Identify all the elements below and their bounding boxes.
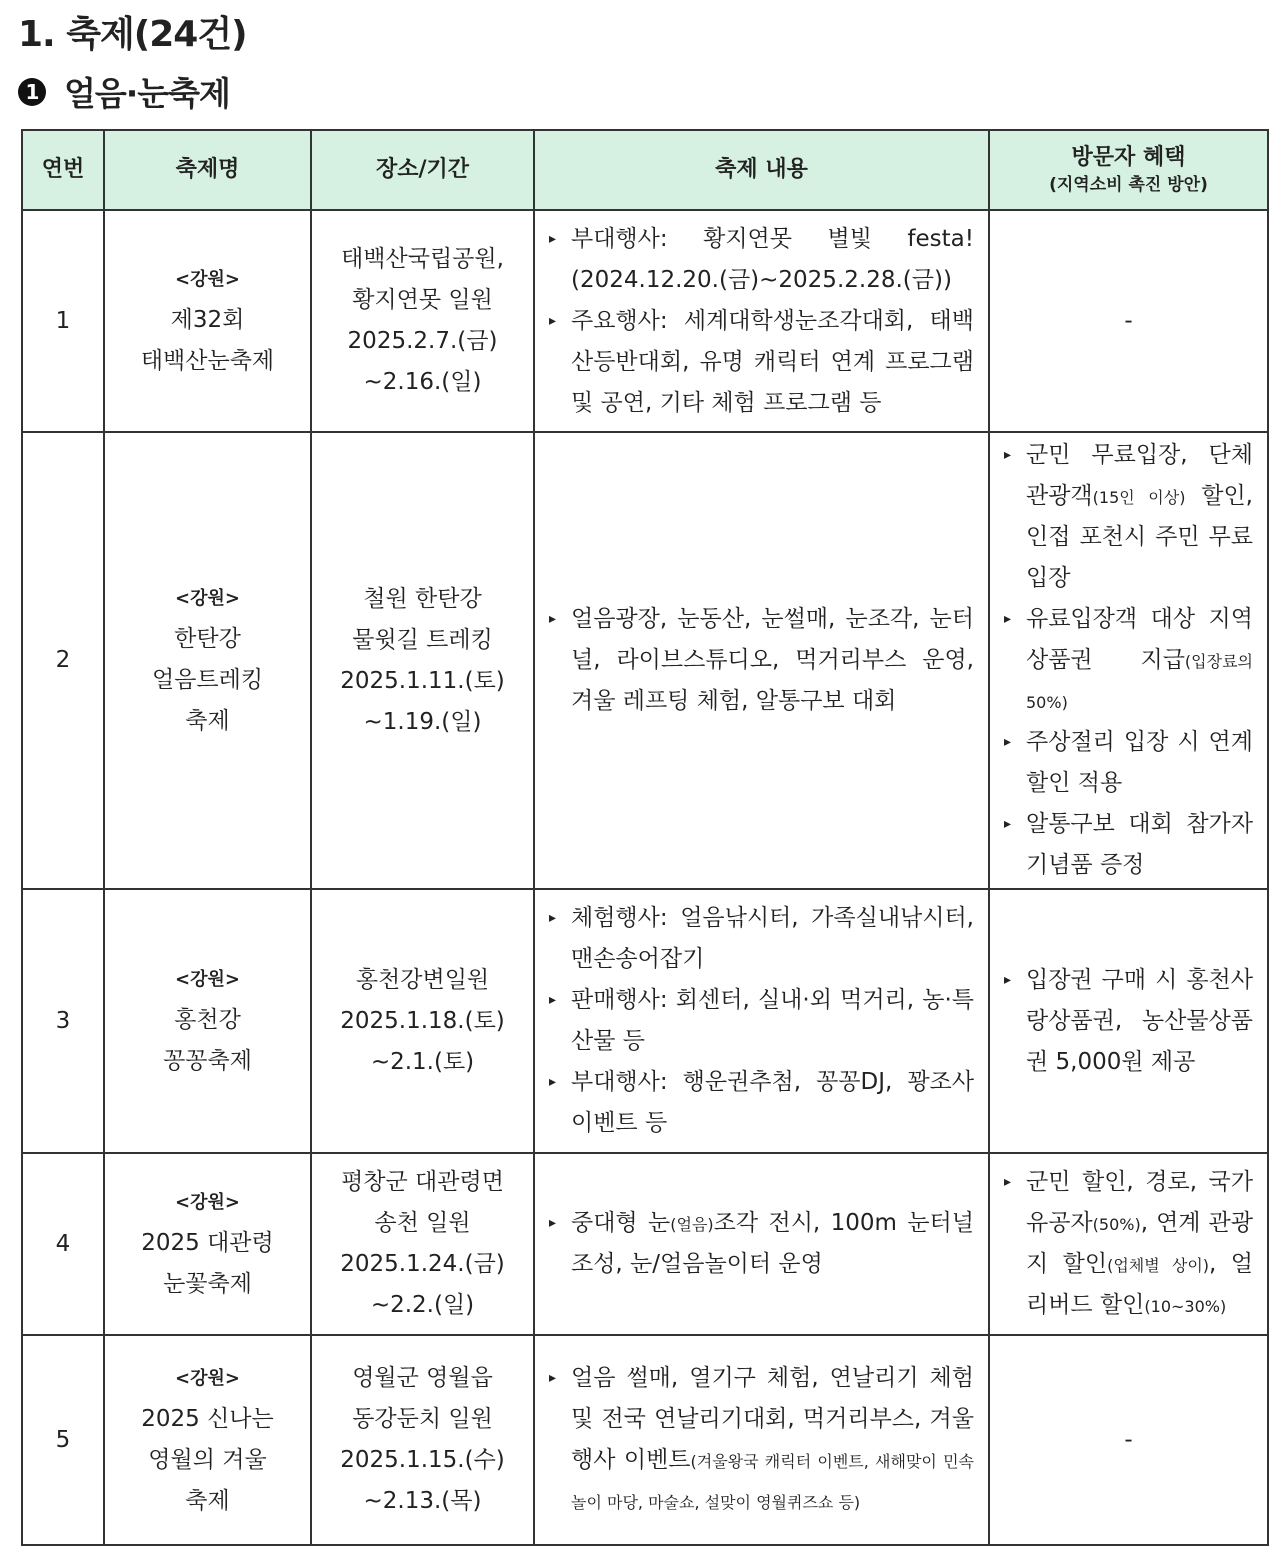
- name-line: 꽁꽁축제: [163, 1048, 252, 1074]
- festival-place: [311, 889, 534, 1153]
- name-line: 축제: [185, 1487, 230, 1514]
- number-circle-icon: 1: [18, 78, 46, 106]
- name-line: 태백산눈축제: [140, 348, 275, 374]
- row-number: 4: [22, 1153, 104, 1335]
- visitor-benefit: [989, 889, 1268, 1153]
- festival-content: [534, 1153, 989, 1335]
- place-line: 철원 한탄강: [363, 585, 482, 612]
- place-line: ~2.16.(일): [363, 369, 482, 395]
- content-item: ▸ 주요행사: 세계대학생눈조각대회, 태백산등반대회, 유명 캐릭터 연계 프로그램 및 공연, 기타 체험 프로그램 등: [549, 301, 974, 424]
- name-line: 한탄강: [174, 626, 241, 652]
- name-line: 홍천강: [174, 1007, 241, 1033]
- place-line: 2025.2.7.(금): [347, 328, 498, 354]
- benefit-item: ▸ 군민 무료입장, 단체 관광객(15인 이상) 할인, 인접 포천시 주민 무료입장: [1004, 435, 1253, 599]
- header-name: 축제명: [104, 130, 311, 210]
- festival-content: [534, 1335, 989, 1545]
- place-line: 2025.1.11.(토): [340, 667, 505, 694]
- benefit-item: ▸ 주상절리 입장 시 연계 할인 적용: [1004, 722, 1253, 804]
- place-line: 송천 일원: [374, 1210, 471, 1236]
- visitor-benefit: [989, 1153, 1268, 1335]
- place-line: 황지연못 일원: [352, 287, 493, 313]
- table-row: [22, 210, 1268, 432]
- festival-name: [104, 1335, 311, 1545]
- name-line: 2025 대관령: [141, 1230, 274, 1256]
- header-benefit: [989, 130, 1268, 210]
- row-number: 3: [22, 889, 104, 1153]
- table-row: [22, 889, 1268, 1153]
- visitor-benefit: [989, 432, 1268, 889]
- benefit-item: ▸ 군민 할인, 경로, 국가유공자(50%), 연계 관광지 할인(업체별 상이), 얼리버드 할인(10~30%): [1004, 1162, 1253, 1326]
- subsection-label: 얼음·눈축제: [64, 74, 230, 113]
- place-line: 물윗길 트레킹: [352, 626, 493, 653]
- content-item: ▸ 얼음 썰매, 열기구 체험, 연날리기 체험 및 전국 연날리기대회, 먹거리부스, 겨울행사 이벤트(겨울왕국 캐릭터 이벤트, 새해맞이 민속놀이 마당, 마술쇼, 설맞이 영월퀴즈쇼 등): [549, 1358, 974, 1522]
- content-item: ▸ 얼음광장, 눈동산, 눈썰매, 눈조각, 눈터널, 라이브스튜디오, 먹거리부스 운영, 겨울 레프팅 체험, 알통구보 대회: [549, 599, 974, 722]
- festival-place: [311, 210, 534, 432]
- content-item: ▸ 체험행사: 얼음낚시터, 가족실내낚시터, 맨손송어잡기: [549, 898, 974, 980]
- table-row: [22, 1335, 1268, 1545]
- benefit-item: ▸ 알통구보 대회 참가자 기념품 증정: [1004, 804, 1253, 886]
- place-line: 영월군 영월읍: [352, 1365, 493, 1391]
- row-number: 5: [22, 1335, 104, 1545]
- region-label: <강원>: [175, 1192, 240, 1213]
- place-line: ~2.13.(목): [363, 1488, 482, 1514]
- festival-place: [311, 432, 534, 889]
- place-line: ~2.2.(일): [370, 1292, 475, 1318]
- place-line: 2025.1.24.(금): [340, 1251, 505, 1277]
- region-label: <강원>: [175, 969, 240, 990]
- festival-table: [21, 129, 1269, 1546]
- name-line: 영월의 겨울: [148, 1446, 267, 1473]
- visitor-benefit: -: [989, 1335, 1268, 1545]
- festival-name: [104, 889, 311, 1153]
- row-number: 2: [22, 432, 104, 889]
- visitor-benefit: -: [989, 210, 1268, 432]
- place-line: 동강둔치 일원: [352, 1406, 493, 1432]
- section-title: 1. 축제(24건): [18, 14, 247, 55]
- festival-content: [534, 432, 989, 889]
- content-item: ▸ 판매행사: 회센터, 실내·외 먹거리, 농·특산물 등: [549, 980, 974, 1062]
- name-line: 눈꽃축제: [163, 1271, 252, 1297]
- name-line: 얼음트레킹: [151, 667, 264, 693]
- festival-content: [534, 210, 989, 432]
- table-row: [22, 432, 1268, 889]
- festival-place: [311, 1153, 534, 1335]
- content-item: ▸ 부대행사: 행운권추첨, 꽁꽁DJ, 꽝조사 이벤트 등: [549, 1062, 974, 1144]
- name-line: 2025 신나는: [141, 1405, 274, 1432]
- header-no: 연번: [22, 130, 104, 210]
- content-item: ▸ 부대행사: 황지연못 별빛 festa! (2024.12.20.(금)~2025.2.28.(금)): [549, 219, 974, 301]
- place-line: 2025.1.15.(수): [340, 1447, 505, 1473]
- table-row: [22, 1153, 1268, 1335]
- header-benefit-label: 방문자 혜택: [1071, 145, 1186, 170]
- header-benefit-sub: (지역소비 촉진 방안): [1049, 175, 1208, 195]
- header-content: 축제 내용: [534, 130, 989, 210]
- region-label: <강원>: [175, 588, 240, 609]
- festival-name: [104, 1153, 311, 1335]
- row-number: 1: [22, 210, 104, 432]
- place-line: 태백산국립공원,: [341, 246, 504, 272]
- content-item: ▸ 중대형 눈(얼음)조각 전시, 100m 눈터널 조성, 눈/얼음놀이터 운영: [549, 1203, 974, 1285]
- region-label: <강원>: [175, 1367, 240, 1389]
- place-line: 평창군 대관령면: [341, 1169, 504, 1195]
- festival-name: [104, 432, 311, 889]
- festival-place: [311, 1335, 534, 1545]
- place-line: 홍천강변일원: [355, 966, 490, 993]
- benefit-item: ▸ 유료입장객 대상 지역 상품권 지급(입장료의 50%): [1004, 599, 1253, 722]
- table-header-row: [22, 130, 1268, 210]
- name-line: 제32회: [170, 307, 245, 333]
- subsection-title: [18, 68, 230, 115]
- festival-name: [104, 210, 311, 432]
- place-line: ~2.1.(토): [370, 1048, 475, 1075]
- place-line: 2025.1.18.(토): [340, 1007, 505, 1034]
- region-label: <강원>: [175, 269, 240, 290]
- benefit-item: ▸ 입장권 구매 시 홍천사랑상품권, 농산물상품권 5,000원 제공: [1004, 960, 1253, 1083]
- name-line: 축제: [185, 708, 230, 734]
- header-place: 장소/기간: [311, 130, 534, 210]
- place-line: ~1.19.(일): [363, 708, 482, 735]
- festival-content: [534, 889, 989, 1153]
